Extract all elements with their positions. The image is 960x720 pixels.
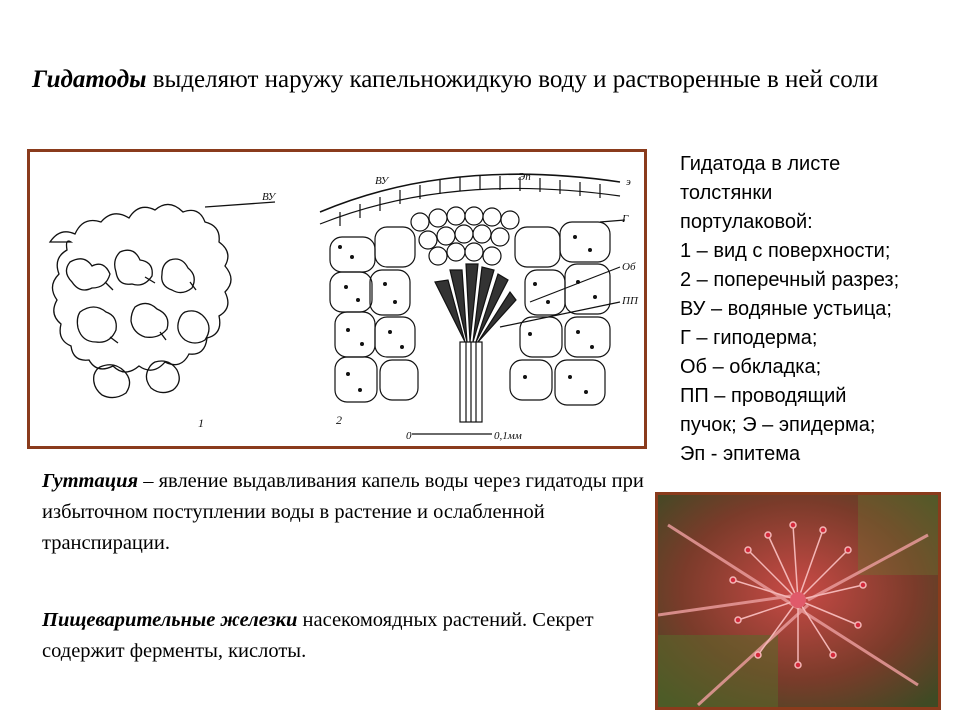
label-panel-two: 2 <box>336 413 342 427</box>
label-vu-top: ВУ <box>375 175 389 187</box>
caption-line: ПП – проводящий <box>680 385 847 407</box>
label-ob: Об <box>622 261 636 273</box>
caption-line: Гидатода в листе <box>680 153 841 175</box>
vascular-bundle <box>460 342 482 422</box>
caption-line: Об – обкладка; <box>680 356 822 378</box>
caption-line: толстянки <box>680 182 773 204</box>
caption-line: Г – гиподерма; <box>680 327 818 349</box>
glands-text: насекомоядных растений. Секрет содержит ферменты, кислоты. <box>42 609 594 662</box>
glands-term: Пищеварительные железки <box>42 609 298 631</box>
slide-heading <box>32 63 932 96</box>
caption-line: 2 – поперечный разрез; <box>680 269 900 291</box>
sundew-photo-svg <box>658 495 938 707</box>
hydathode-diagram <box>27 149 647 449</box>
label-scale: 0,1мм <box>494 430 522 442</box>
guttation-paragraph <box>42 466 652 559</box>
guttation-term: Гуттация <box>42 470 139 492</box>
label-scale-zero: 0 <box>406 430 412 442</box>
label-vu-left: ВУ <box>262 191 276 203</box>
epithem-tissue <box>411 207 519 265</box>
heading-text: выделяют наружу капельножидкую воду и растворенные в ней соли <box>146 66 879 93</box>
glands-paragraph <box>42 605 632 667</box>
figure-caption <box>680 150 950 469</box>
label-pp: ПП <box>622 295 638 307</box>
diagram-svg <box>30 152 644 446</box>
label-panel-one: 1 <box>198 416 204 430</box>
sundew-photo <box>655 492 941 710</box>
caption-line: пучок; Э – эпидерма; <box>680 414 876 436</box>
guttation-text: – явление выдавливания капель воды через гидатоды при избыточном поступлении воды в растение и ослабленной транспирации. <box>42 470 644 554</box>
caption-line: ВУ – водяные устьица; <box>680 298 892 320</box>
cross-section-panel <box>320 171 639 442</box>
caption-line: Эп - эпитема <box>680 443 801 465</box>
label-g: Г <box>622 213 629 225</box>
label-ep: Эп <box>518 171 531 183</box>
caption-line: 1 – вид с поверхности; <box>680 240 891 262</box>
label-e: э <box>626 176 631 188</box>
tracheids-fan <box>435 264 516 342</box>
surface-view-panel <box>50 191 277 430</box>
heading-term: Гидатоды <box>32 66 147 93</box>
caption-line: портулаковой: <box>680 211 813 233</box>
